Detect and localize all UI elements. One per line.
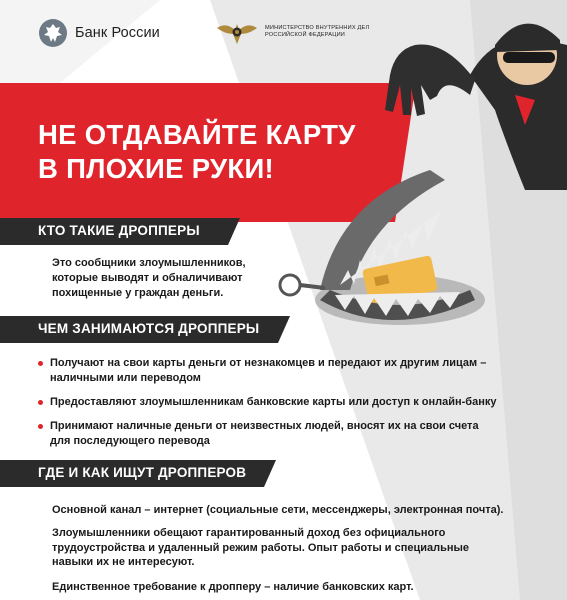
bank-of-russia-logo bbox=[38, 18, 160, 48]
section3-paragraph-2 bbox=[52, 526, 532, 570]
section1-line: похищенные у граждан деньги. bbox=[52, 287, 224, 299]
section3-paragraph-1: Основной канал – интернет (социальные сети, мессенджеры, электронная почта). bbox=[52, 504, 504, 516]
section1-line: которые выводят и обналичивают bbox=[52, 272, 243, 284]
paragraph-line: навыки их не интересуют. bbox=[52, 556, 195, 568]
section2-list bbox=[38, 356, 518, 458]
banner-title-line1: НЕ ОТДАВАЙТЕ КАРТУ bbox=[38, 119, 356, 150]
bullet-dot-icon bbox=[38, 400, 43, 405]
section3-header bbox=[0, 460, 276, 487]
mvd-emblem-icon bbox=[215, 16, 259, 48]
list-item-line: наличными или переводом bbox=[50, 372, 201, 384]
section3-paragraph-3: Единственное требование к дропперу – наличие банковских карт. bbox=[52, 581, 414, 593]
list-item bbox=[38, 356, 518, 386]
bullet-dot-icon bbox=[38, 361, 43, 366]
bullet-dot-icon bbox=[38, 424, 43, 429]
section1-text bbox=[52, 256, 246, 301]
list-item-line: Предоставляют злоумышленникам банковские карты или доступ к онлайн-банку bbox=[50, 396, 497, 408]
list-item-line: для последующего перевода bbox=[50, 435, 210, 447]
section1-line: Это сообщники злоумышленников, bbox=[52, 257, 246, 269]
section1-header bbox=[0, 218, 240, 245]
section2-heading: ЧЕМ ЗАНИМАЮТСЯ ДРОППЕРЫ bbox=[38, 321, 260, 336]
bank-emblem-icon bbox=[38, 18, 68, 48]
list-item bbox=[38, 395, 518, 410]
section2-header bbox=[0, 316, 290, 343]
section1-heading: КТО ТАКИЕ ДРОППЕРЫ bbox=[38, 223, 200, 238]
bank-logo-text: Банк России bbox=[75, 25, 160, 41]
mvd-logo bbox=[215, 16, 375, 48]
bear-trap-illustration bbox=[250, 150, 500, 335]
section3-heading: ГДЕ И КАК ИЩУТ ДРОППЕРОВ bbox=[38, 465, 247, 480]
mvd-logo-text: МИНИСТЕРСТВО ВНУТРЕННИХ ДЕЛ РОССИЙСКОЙ ФЕДЕРАЦИИ bbox=[265, 25, 370, 38]
list-item-line: Принимают наличные деньги от неизвестных людей, вносят их на свои счета bbox=[50, 420, 479, 432]
paragraph-line: трудоустройства и удаленный режим работы. Опыт работы и специальные bbox=[52, 541, 470, 554]
paragraph-line: Злоумышленники обещают гарантированный доход без официального bbox=[52, 527, 446, 539]
list-item-line: Получают на свои карты деньги от незнакомцев и передают их другим лицам – bbox=[50, 357, 487, 369]
list-item bbox=[38, 419, 518, 449]
banner-title-line2: В ПЛОХИЕ РУКИ! bbox=[38, 153, 274, 184]
